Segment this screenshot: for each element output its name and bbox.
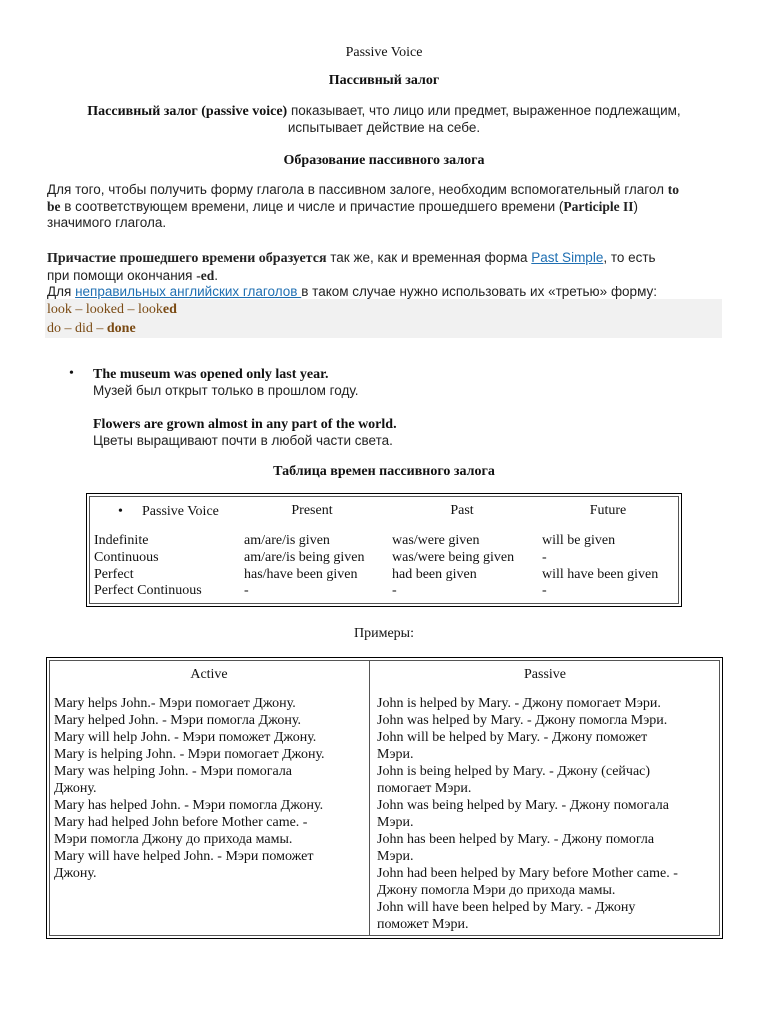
active-line: Мэри помогла Джону до прихода мамы. [54,832,293,847]
cell-perfect-continuous-present: - [244,583,249,598]
active-line: Mary is helping John. - Мэри помогает Джону. [54,747,325,762]
passive-line: John will have been helped by Mary. - Джону [377,900,636,915]
active-line: Mary helps John.- Мэри помогает Джону. [54,696,296,711]
passive-line: John will be helped by Mary. - Джону поможет [377,730,648,745]
definition: Пассивный залог (passive voice) показывает, что лицо или предмет, выраженное подлежащим, испытывает действие на себе. [87,103,681,135]
tenses-heading: Таблица времен пассивного залога [273,464,495,479]
active-line: Джону. [54,781,97,796]
header-active: Active [190,667,228,682]
passive-line: John had been helped by Mary before Mother came. - [377,866,678,881]
header-passive-voice: Passive Voice [142,504,219,519]
row-perfect-label: Perfect [94,567,134,582]
cell-indefinite-present: am/are/is given [244,533,330,548]
passive-line: John is being helped by Mary. - Джону (сейчас) [377,764,651,779]
page-title: Passive Voice [345,45,423,60]
active-line: Mary has helped John. - Мэри помогла Джону. [54,798,324,813]
passive-line: John was being helped by Mary. - Джону помогала [377,798,669,813]
row-indefinite-label: Indefinite [94,533,149,548]
active-line: Mary had helped John before Mother came. - [54,815,308,830]
passive-line: помогает Мэри. [377,781,472,796]
cell-perfect-continuous-past: - [392,583,397,598]
row-perfect-continuous-label: Perfect Continuous [94,583,202,598]
active-column [54,695,366,882]
verb-forms-box [45,299,722,338]
header-future: Future [589,503,627,518]
cell-indefinite-past: was/were given [392,533,480,548]
cell-perfect-continuous-future: - [542,583,547,598]
passive-line: John is helped by Mary. - Джону помогает Мэри. [377,696,661,711]
cell-continuous-present: am/are/is being given [244,550,365,565]
passive-line: Мэри. [377,747,414,762]
verb-form-look: look – looked – looked [47,302,177,317]
cell-perfect-present: has/have been given [244,567,358,582]
passive-line: John has been helped by Mary. - Джону помогла [377,832,655,847]
header-passive: Passive [524,667,566,682]
passive-line: Мэри. [377,815,414,830]
passive-line: поможет Мэри. [377,917,469,932]
header-past: Past [450,503,474,518]
formation-heading: Образование пассивного залога [283,153,485,168]
table-bullet-icon: • [118,504,123,519]
header-present: Present [291,503,333,518]
passive-line: John was helped by Mary. - Джону помогла Мэри. [377,713,668,728]
passive-column [377,695,719,933]
bullet-example-1: The museum was opened only last year. Музей был открыт только в прошлом году. [93,367,359,398]
past-simple-link[interactable]: Past Simple [531,250,604,265]
verb-form-do: do – did – done [47,321,136,336]
active-line: Mary will have helped John. - Мэри поможет [54,849,314,864]
examples-table [46,657,723,939]
passive-line: Джону помогла Мэри до прихода мамы. [377,883,616,898]
active-line: Mary was helping John. - Мэри помогала [54,764,293,779]
participle-paragraph: Причастие прошедшего времени образуется так же, как и временная форма Past Simple, то есть при помощи окончания -ed. Для неправильных английских глаголов в таком случае нужно использовать их «третью» форму: [47,250,658,299]
tenses-table [86,493,682,607]
cell-continuous-future: - [542,550,547,565]
cell-perfect-past: had been given [392,567,477,582]
active-line: Джону. [54,866,97,881]
row-continuous-label: Continuous [94,550,159,565]
cell-indefinite-future: will be given [542,533,616,548]
active-line: Mary helped John. - Мэри помогла Джону. [54,713,301,728]
irregular-verbs-link[interactable]: неправильных английских глаголов [75,284,302,299]
bullet-icon: • [69,366,74,381]
passive-line: Мэри. [377,849,414,864]
cell-perfect-future: will have been given [542,567,659,582]
examples-heading: Примеры: [354,626,414,641]
cell-continuous-past: was/were being given [392,550,515,565]
active-line: Mary will help John. - Мэри поможет Джону. [54,730,317,745]
formation-paragraph: Для того, чтобы получить форму глагола в пассивном залоге, необходим вспомогательный глагол to be в соответствующем времени, лице и числе и причастие прошедшего времени (Participle II) значимого глагола. [47,182,679,230]
bullet-example-2: Flowers are grown almost in any part of the world. Цветы выращивают почти в любой части света. [93,417,397,448]
page-subtitle: Пассивный залог [328,73,440,88]
